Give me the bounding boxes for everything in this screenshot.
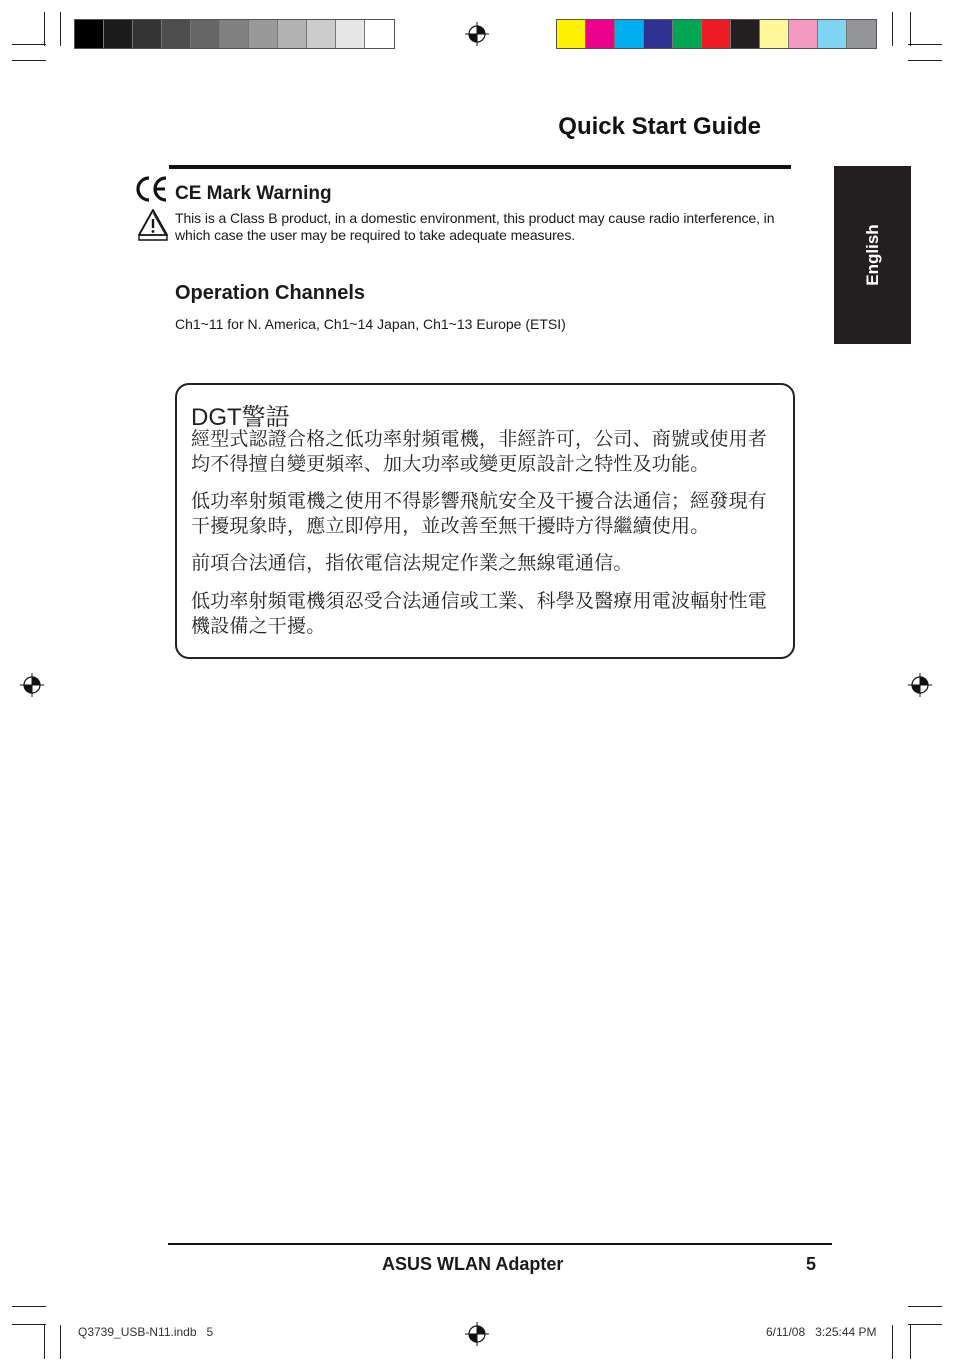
color-swatch	[307, 20, 336, 48]
color-swatch	[760, 20, 789, 48]
process-color-bar	[556, 19, 877, 49]
language-tab	[834, 166, 911, 344]
crop-mark	[910, 1325, 911, 1359]
color-swatch	[162, 20, 191, 48]
color-swatch	[557, 20, 586, 48]
color-swatch	[847, 20, 876, 48]
color-swatch	[644, 20, 673, 48]
operation-channels-text: Ch1~11 for N. America, Ch1~14 Japan, Ch1~13 Europe (ETSI)	[175, 316, 566, 332]
color-swatch	[818, 20, 847, 48]
page-number: 5	[806, 1254, 817, 1274]
crop-mark	[12, 60, 46, 61]
page-title: Quick Start Guide	[558, 113, 761, 140]
crop-mark	[908, 1306, 942, 1307]
crop-mark	[908, 1324, 942, 1325]
language-tab-label: English	[862, 224, 882, 286]
dgt-warning-paragraph: 前項合法通信，指依電信法規定作業之無線電通信。	[191, 553, 633, 574]
color-swatch	[104, 20, 133, 48]
operation-channels-heading: Operation Channels	[175, 282, 366, 304]
footer-rule	[168, 1243, 832, 1245]
crop-mark	[12, 1324, 46, 1325]
color-swatch	[191, 20, 220, 48]
color-swatch	[278, 20, 307, 48]
color-swatch	[336, 20, 365, 48]
color-swatch	[615, 20, 644, 48]
ce-warning-heading: CE Mark Warning	[175, 183, 332, 204]
color-swatch	[673, 20, 702, 48]
crop-mark	[892, 1325, 893, 1359]
dgt-warning-paragraph: 低功率射頻電機之使用不得影響飛航安全及干擾合法通信；經發現有干擾現象時，應立即停用，並改善至無干擾時方得繼續使用。	[191, 491, 768, 537]
crop-mark	[12, 44, 46, 45]
color-swatch	[731, 20, 760, 48]
dgt-warning-title: DGT警語	[191, 404, 290, 431]
dgt-warning-paragraph: 低功率射頻電機須忍受合法通信或工業、科學及醫療用電波輻射性電機設備之干擾。	[191, 591, 768, 637]
color-swatch	[249, 20, 278, 48]
color-swatch	[133, 20, 162, 48]
crop-mark	[910, 12, 911, 46]
color-swatch	[75, 20, 104, 48]
color-swatch	[789, 20, 818, 48]
color-swatch	[365, 20, 394, 48]
crop-mark	[12, 1306, 46, 1307]
footer-title: ASUS WLAN Adapter	[382, 1254, 564, 1274]
registration-mark-icon	[908, 673, 932, 697]
crop-mark	[44, 12, 45, 46]
color-swatch	[702, 20, 731, 48]
dgt-warning-paragraph: 經型式認證合格之低功率射頻電機，非經許可，公司、商號或使用者均不得擅自變更頻率、加大功率或變更原設計之特性及功能。	[191, 429, 768, 475]
ce-mark-icon	[135, 175, 169, 203]
header-rule	[169, 165, 791, 169]
grayscale-color-bar	[74, 19, 395, 49]
crop-mark	[60, 1325, 61, 1359]
ce-warning-text: This is a Class B product, in a domestic environment, this product may cause radio interference, in which case the user may be required to take adequate measures.	[175, 210, 775, 243]
crop-mark	[44, 1325, 45, 1359]
slug-filename: Q3739_USB-N11.indb 5	[78, 1325, 214, 1339]
crop-mark	[908, 44, 942, 45]
crop-mark	[892, 12, 893, 46]
crop-mark	[908, 60, 942, 61]
slug-datetime: 6/11/08 3:25:44 PM	[766, 1325, 877, 1339]
dgt-warning-box	[175, 383, 795, 659]
color-swatch	[220, 20, 249, 48]
registration-mark-icon	[465, 1322, 489, 1346]
color-swatch	[586, 20, 615, 48]
crop-mark	[60, 12, 61, 46]
registration-mark-icon	[465, 22, 489, 46]
warning-triangle-icon	[137, 208, 169, 242]
registration-mark-icon	[20, 673, 44, 697]
